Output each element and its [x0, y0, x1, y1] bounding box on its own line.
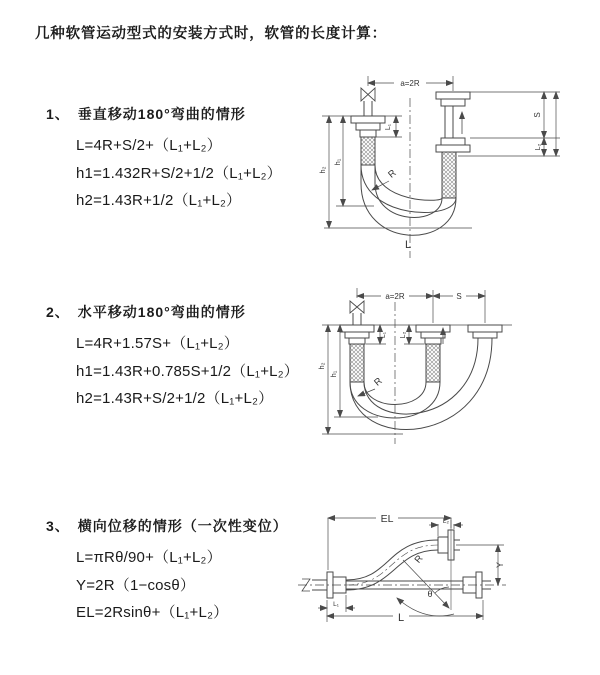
dim-label-l: L	[397, 612, 405, 624]
section-3-formulas	[76, 544, 288, 627]
section-3-number: 3、	[46, 518, 70, 534]
formula-h1: h1=1.432R+S/2+1/2（L₁+L₂）	[76, 164, 282, 182]
dim-label-l1: L₁	[380, 331, 387, 339]
angle-construction	[397, 520, 454, 616]
page-title: 几种软管运动型式的安装方式时，软管的长度计算：	[35, 26, 387, 42]
valve-icon	[361, 88, 375, 101]
dim-label-l2: L₂	[442, 518, 450, 525]
dim-l2	[429, 524, 463, 536]
right-pipe	[436, 92, 470, 198]
section-2-formulas	[76, 330, 299, 413]
formula-length: L=4R+1.57S+（L₁+L₂）	[76, 335, 239, 352]
formula-el: EL=2Rsinθ+（L₁+L₂）	[76, 604, 229, 621]
section-vertical-movement	[46, 104, 282, 215]
dim-label-s: S	[456, 292, 462, 301]
dim-label-l1: L₁	[333, 601, 339, 608]
dim-el	[328, 518, 451, 570]
section-2-title: 水平移动180°弯曲的情形	[77, 304, 246, 320]
section-3-title: 横向位移的情形（一次性变位）	[77, 518, 288, 534]
dim-label-l1: L₁	[385, 123, 392, 131]
dim-label-y: Y	[495, 561, 505, 569]
section-horizontal-movement	[46, 302, 299, 413]
section-3-heading	[46, 516, 288, 536]
dim-label-a2r: a=2R	[385, 292, 405, 301]
section-1-number: 1、	[46, 106, 70, 122]
section-lateral-displacement	[46, 516, 288, 627]
label-radius: R	[386, 167, 399, 181]
dim-label-el: EL	[380, 513, 394, 525]
label-theta: θ	[427, 589, 433, 599]
hose-s-curve-drawing	[298, 512, 506, 624]
dim-label-s: S	[533, 112, 542, 118]
diagram-vertical-180-bend	[312, 70, 564, 262]
label-length: L	[404, 239, 412, 251]
right-pipe	[468, 325, 502, 338]
formula-h2: h2=1.43R+S/2+1/2（L₁+L₂）	[76, 390, 274, 407]
middle-pipe	[416, 325, 450, 382]
dim-label-a2r: a=2R	[400, 79, 420, 88]
dim-s-l2	[458, 92, 560, 156]
hose-u-bend-drawing	[317, 288, 512, 444]
valve-icon	[350, 301, 364, 313]
diagram-horizontal-180-bend	[308, 282, 520, 456]
section-1-title: 垂直移动180°弯曲的情形	[77, 106, 246, 122]
dim-label-h2: h₂	[317, 362, 326, 370]
formula-length: L=4R+S/2+（L₁+L₂）	[76, 137, 222, 154]
dim-label-l2: L₂	[535, 143, 542, 151]
section-1-heading	[46, 104, 282, 124]
label-radius: R	[412, 553, 426, 566]
section-1-formulas	[76, 132, 282, 215]
label-radius: R	[372, 375, 385, 389]
dim-label-h1: h₁	[333, 158, 342, 166]
dim-label-h1: h₁	[329, 370, 338, 378]
diagram-lateral-displacement	[296, 498, 516, 638]
formula-h1: h1=1.43R+0.785S+1/2（L₁+L₂）	[76, 362, 299, 380]
dim-label-h2: h₂	[318, 166, 327, 174]
left-pipe	[351, 101, 385, 183]
section-2-number: 2、	[46, 304, 70, 320]
formula-y: Y=2R（1−cosθ）	[76, 576, 196, 594]
formula-h2: h2=1.43R+1/2（L₁+L₂）	[76, 192, 242, 209]
hose-u-bend-drawing	[318, 76, 560, 258]
left-pipe	[340, 313, 374, 382]
dim-label-l2: L₂	[400, 331, 407, 339]
formula-length: L=πRθ/90+（L₁+L₂）	[76, 549, 222, 566]
section-2-heading	[46, 302, 299, 322]
hose-bend-arcs	[350, 338, 492, 430]
